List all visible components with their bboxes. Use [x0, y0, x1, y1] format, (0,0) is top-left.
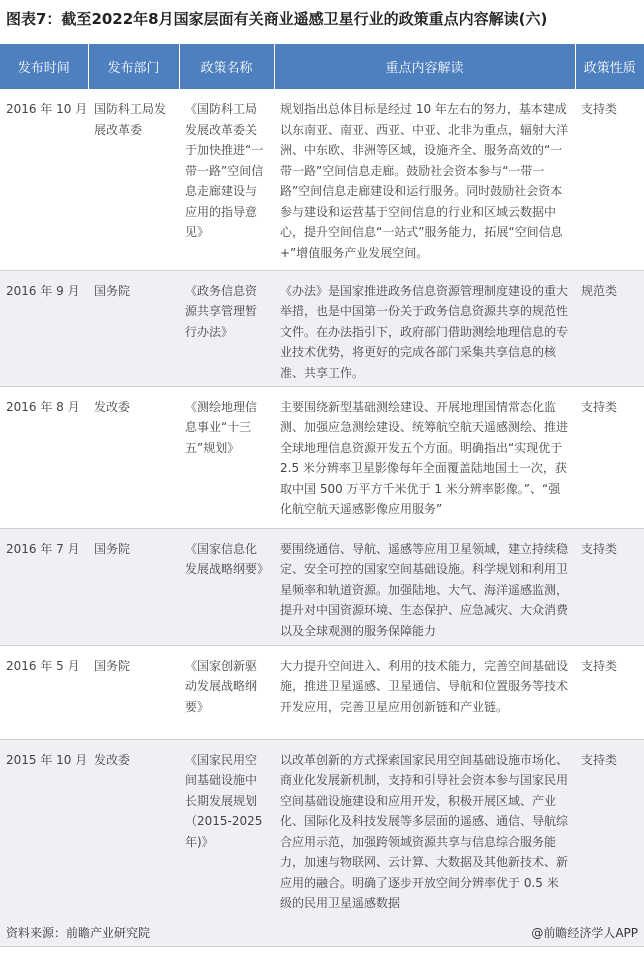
- cell-content: 要围绕通信、导航、遥感等应用卫星领域，建立持续稳定、安全可控的国家空间基础设施。科学规划和利用卫星频率和轨道资源。加强陆地、大气、海洋遥感监测，提升对中国资源环境、生态保护、应急减灾、大众消费以及全球观测的服务保障能力: [274, 528, 575, 645]
- cell-date: 2016 年 10 月: [0, 89, 88, 270]
- cell-policy-name: 《政务信息资源共享管理暂行办法》: [179, 270, 274, 386]
- table-row: [0, 645, 644, 739]
- cell-content: 规划指出总体目标是经过 10 年左右的努力，基本建成以东南亚、南亚、西亚、中亚、北非为重点，辐射大洋洲、中东欧、非洲等区域，设施齐全、服务高效的“一带一路”空间信息走廊。鼓励社会资本参与“一带一路”空间信息走廊建设和运行服务。同时鼓励社会资本参与建设和运营基于空间信息的行业和区域云数据中心，提升空间信息“一站式”服务能力，拓展“空间信息+”增值服务产业发展空间。: [274, 89, 575, 270]
- cell-content: 以改革创新的方式探索国家民用空间基础设施市场化、商业化发展新机制，支持和引导社会资本参与国家民用空间基础设施建设和应用开发，积极开展区域、产业化、国际化及科技发展等多层面的遥感、通信、导航综合应用示范，加强跨领域资源共享与信息综合服务能力，加速与物联网、云计算、大数据及其他新技术、新应用的融合。明确了逐步开放空间分辨率优于 0.5 米级的民用卫星遥感数据: [274, 739, 575, 946]
- cell-dept: 发改委: [88, 386, 179, 528]
- cell-nature: 规范类: [575, 270, 644, 386]
- cell-dept: 国务院: [88, 645, 179, 739]
- cell-dept: 国务院: [88, 528, 179, 645]
- cell-nature: 支持类: [575, 645, 644, 739]
- cell-date: 2016 年 9 月: [0, 270, 88, 386]
- cell-date: 2015 年 10 月: [0, 739, 88, 946]
- table-row: [0, 89, 644, 270]
- table-header-row: [0, 44, 644, 89]
- cell-policy-name: 《国防科工局发展改革委关于加快推进“一带一路”空间信息走廊建设与应用的指导意见》: [179, 89, 274, 270]
- header-date: 发布时间: [0, 44, 88, 89]
- brand-credit: @前瞻经济学人APP: [531, 926, 638, 940]
- table-row: [0, 270, 644, 386]
- cell-policy-name: 《国家民用空间基础设施中长期发展规划（2015-2025 年)》: [179, 739, 274, 946]
- cell-policy-name: 《测绘地理信息事业“十三五”规划》: [179, 386, 274, 528]
- footer: [6, 924, 638, 946]
- table-row: [0, 386, 644, 528]
- cell-nature: 支持类: [575, 528, 644, 645]
- cell-content: 主要围绕新型基础测绘建设、开展地理国情常态化监测、加强应急测绘建设、统筹航空航天遥感测绘、推进全球地理信息资源开发五个方面。明确指出“实现优于 2.5 米分辨率卫星影像每年全面覆盖陆地国土一次，获取中国 500 万平方千米优于 1 米分辨率影像。”、“强化航空航天遥感影像应用服务”: [274, 386, 575, 528]
- table-row: [0, 739, 644, 946]
- cell-nature: 支持类: [575, 739, 644, 946]
- source-note: 资料来源：前瞻产业研究院: [6, 926, 151, 940]
- header-name: 政策名称: [179, 44, 274, 89]
- cell-dept: 发改委: [88, 739, 179, 946]
- cell-date: 2016 年 5 月: [0, 645, 88, 739]
- cell-content: 《办法》是国家推进政务信息资源管理制度建设的重大举措，也是中国第一份关于政务信息资源共享的规范性文件。在办法指引下，政府部门借助测绘地理信息的专业技术优势，将更好的完成各部门采集共享信息的核准、共享工作。: [274, 270, 575, 386]
- header-content: 重点内容解读: [274, 44, 575, 89]
- cell-content: 大力提升空间进入、利用的技术能力，完善空间基础设施，推进卫星遥感、卫星通信、导航和位置服务等技术开发应用，完善卫星应用创新链和产业链。: [274, 645, 575, 739]
- cell-dept: 国防科工局发展改革委: [88, 89, 179, 270]
- cell-policy-name: 《国家信息化发展战略纲要》: [179, 528, 274, 645]
- chart-title: 图表7：截至2022年8月国家层面有关商业遥感卫星行业的政策重点内容解读(六): [6, 10, 548, 28]
- cell-nature: 支持类: [575, 89, 644, 270]
- header-nature: 政策性质: [575, 44, 644, 89]
- cell-dept: 国务院: [88, 270, 179, 386]
- cell-date: 2016 年 7 月: [0, 528, 88, 645]
- header-dept: 发布部门: [88, 44, 179, 89]
- policy-table: [0, 44, 644, 947]
- table-row: [0, 528, 644, 645]
- cell-nature: 支持类: [575, 386, 644, 528]
- cell-policy-name: 《国家创新驱动发展战略纲要》: [179, 645, 274, 739]
- cell-date: 2016 年 8 月: [0, 386, 88, 528]
